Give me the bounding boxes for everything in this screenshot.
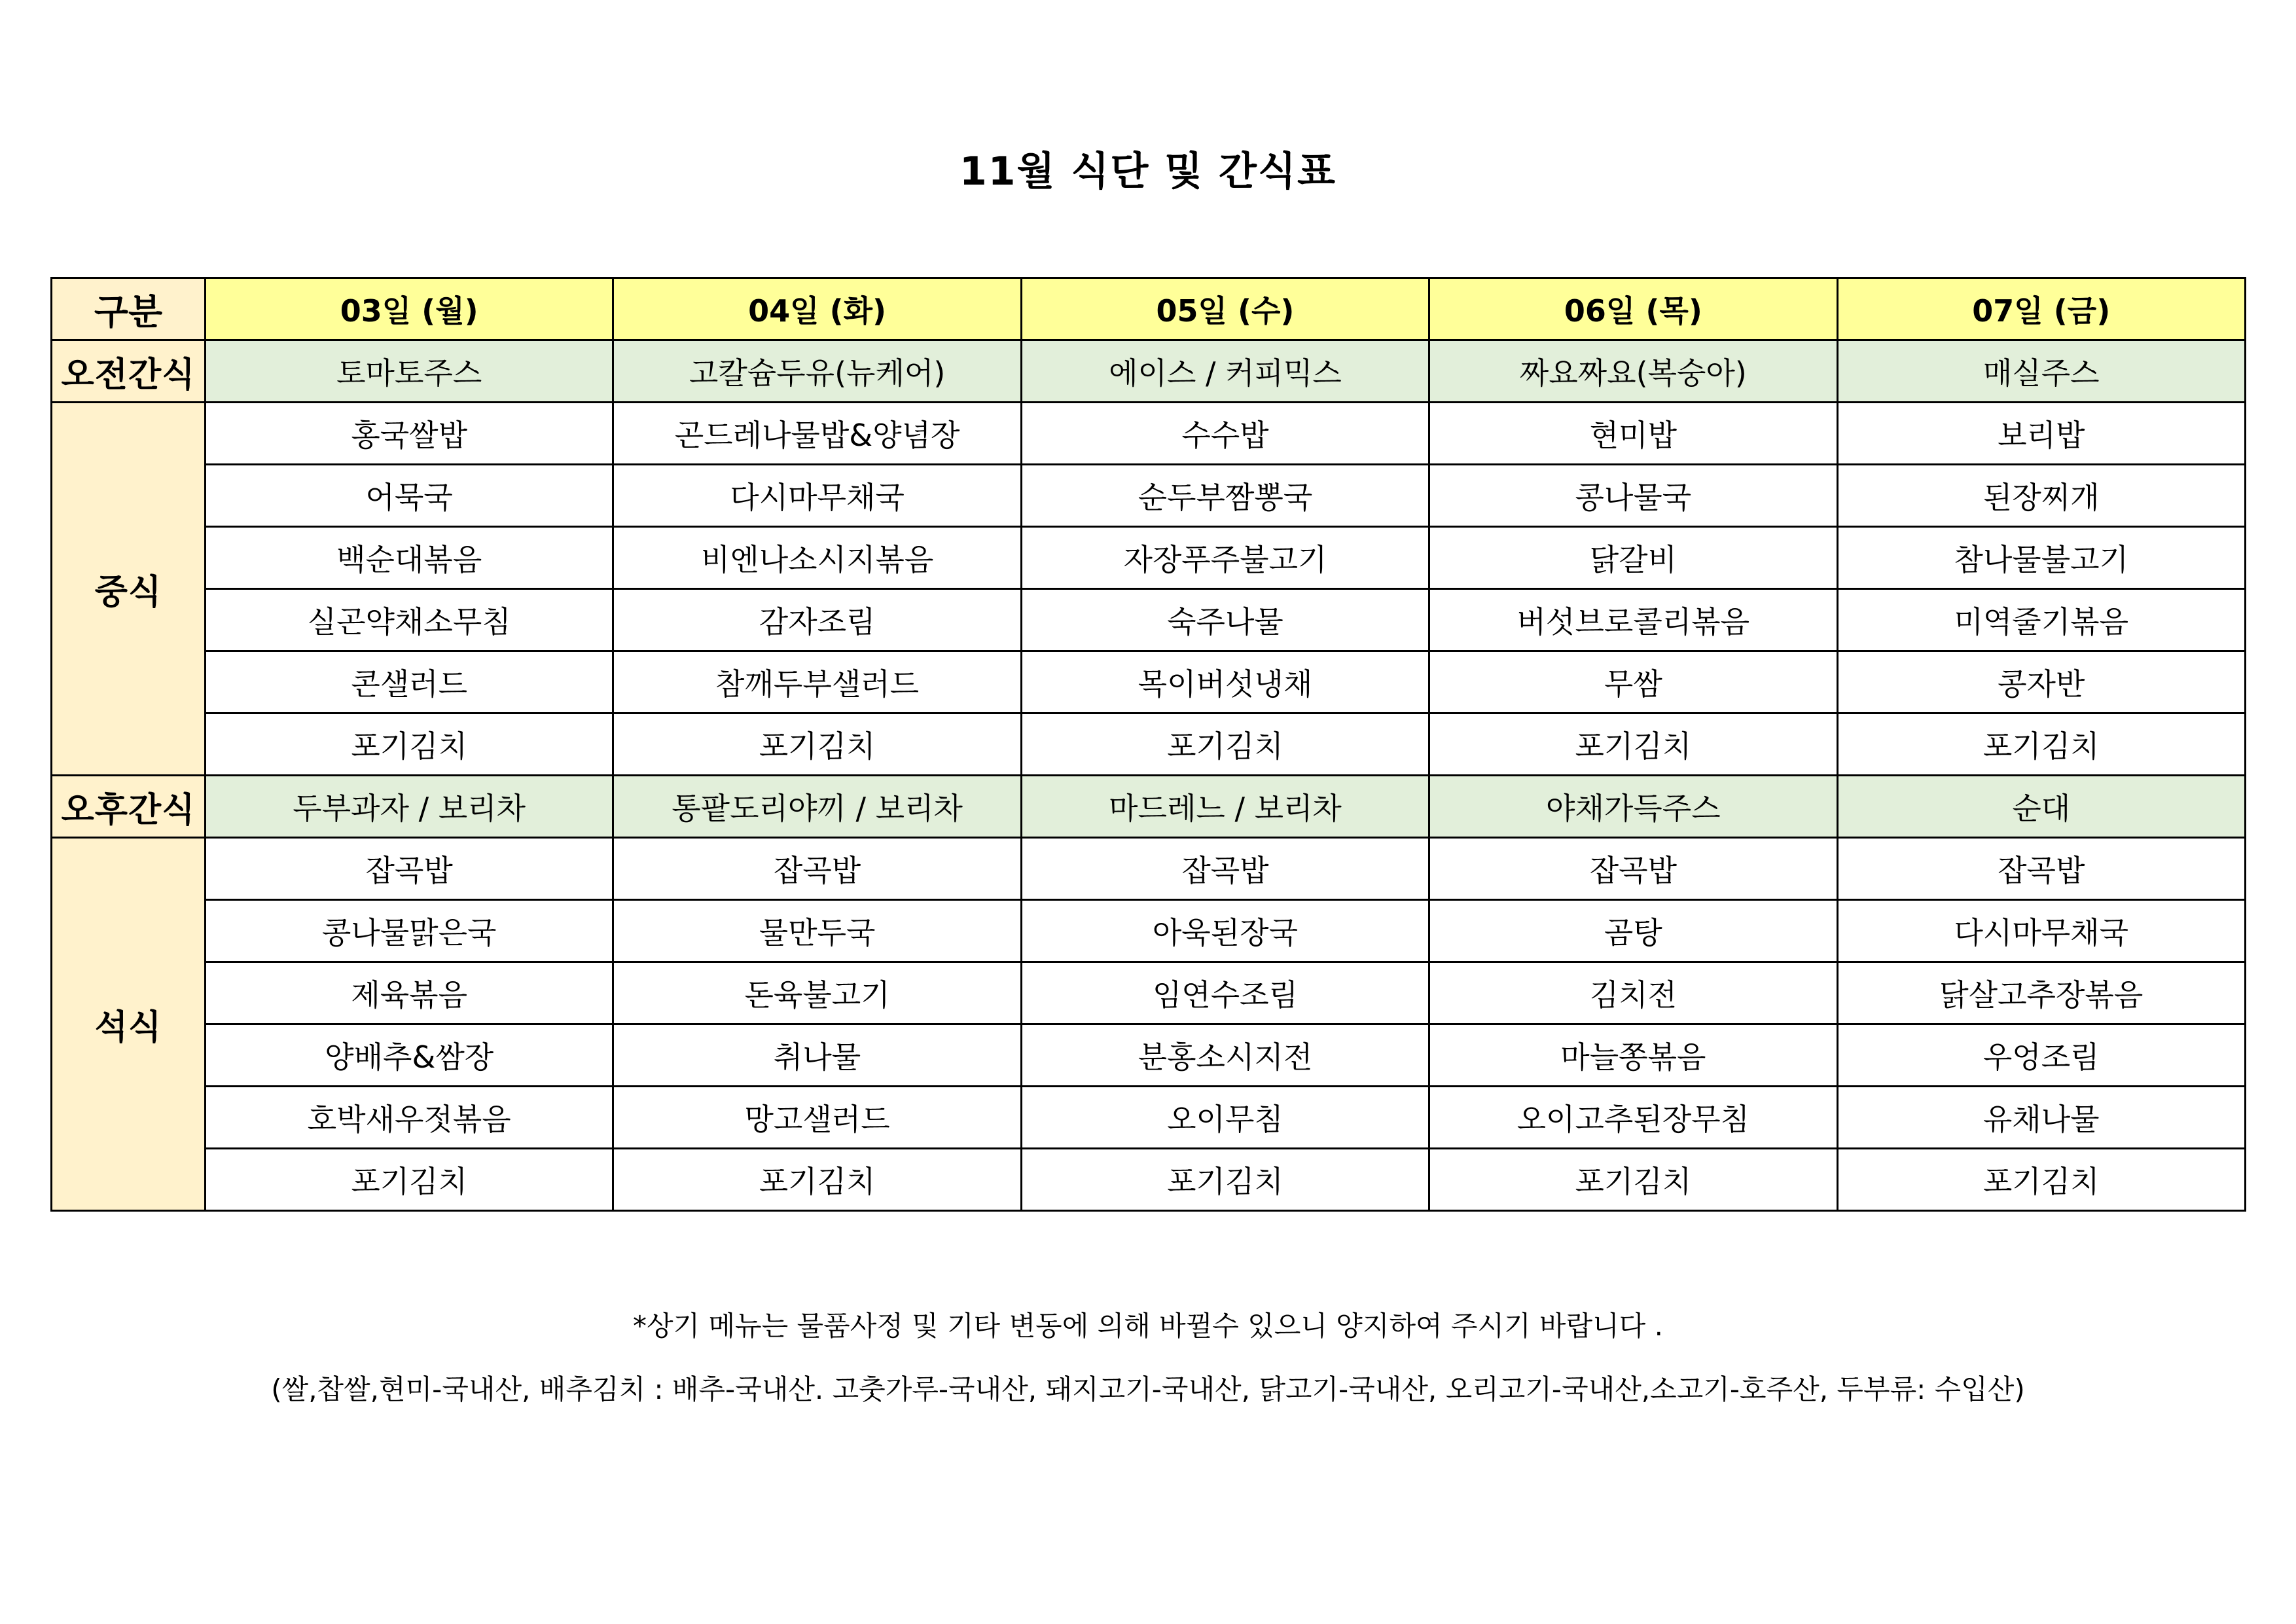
menu-cell: 포기김치	[1021, 1149, 1429, 1211]
day-header: 07일 (금)	[1837, 278, 2245, 340]
menu-cell: 보리밥	[1837, 403, 2245, 465]
menu-cell: 콩나물국	[1429, 465, 1837, 527]
menu-cell: 순두부짬뽕국	[1021, 465, 1429, 527]
meal-plan-table	[50, 277, 2246, 1212]
menu-cell: 우엉조림	[1837, 1024, 2245, 1087]
menu-cell: 김치전	[1429, 962, 1837, 1024]
menu-cell: 포기김치	[613, 713, 1021, 776]
day-header: 05일 (수)	[1021, 278, 1429, 340]
menu-cell: 다시마무채국	[1837, 900, 2245, 962]
notice-text: *상기 메뉴는 물품사정 및 기타 변동에 의해 바뀔수 있으니 양지하여 주시기 바랍니다 .	[632, 1310, 1663, 1342]
menu-cell: 매실주스	[1837, 340, 2245, 403]
menu-cell: 호박새우젓볶음	[206, 1087, 613, 1149]
day-header: 03일 (월)	[206, 278, 613, 340]
day-header: 06일 (목)	[1429, 278, 1837, 340]
menu-cell: 포기김치	[1837, 713, 2245, 776]
menu-cell: 잡곡밥	[1021, 838, 1429, 900]
menu-cell: 곰탕	[1429, 900, 1837, 962]
menu-cell: 포기김치	[206, 1149, 613, 1211]
corner-label: 구분	[52, 278, 206, 340]
menu-cell: 참깨두부샐러드	[613, 651, 1021, 713]
menu-cell: 토마토주스	[206, 340, 613, 403]
menu-cell: 된장찌개	[1837, 465, 2245, 527]
menu-cell: 두부과자 / 보리차	[206, 776, 613, 838]
menu-cell: 물만두국	[613, 900, 1021, 962]
day-header: 04일 (화)	[613, 278, 1021, 340]
menu-cell: 마드레느 / 보리차	[1021, 776, 1429, 838]
menu-cell: 짜요짜요(복숭아)	[1429, 340, 1837, 403]
menu-cell: 포기김치	[1837, 1149, 2245, 1211]
menu-cell: 포기김치	[1429, 713, 1837, 776]
dinner-row	[52, 1149, 2246, 1211]
lunch-row	[52, 713, 2246, 776]
menu-cell: 비엔나소시지볶음	[613, 527, 1021, 589]
menu-cell: 양배추&쌈장	[206, 1024, 613, 1087]
menu-cell: 콩나물맑은국	[206, 900, 613, 962]
menu-cell: 목이버섯냉채	[1021, 651, 1429, 713]
menu-cell: 임연수조림	[1021, 962, 1429, 1024]
menu-cell: 다시마무채국	[613, 465, 1021, 527]
menu-cell: 어묵국	[206, 465, 613, 527]
menu-cell: 고칼슘두유(뉴케어)	[613, 340, 1021, 403]
menu-cell: 야채가득주스	[1429, 776, 1837, 838]
menu-cell: 망고샐러드	[613, 1087, 1021, 1149]
menu-cell: 에이스 / 커피믹스	[1021, 340, 1429, 403]
menu-cell: 돈육불고기	[613, 962, 1021, 1024]
menu-cell: 현미밥	[1429, 403, 1837, 465]
menu-cell: 버섯브로콜리볶음	[1429, 589, 1837, 651]
dinner-row	[52, 962, 2246, 1024]
menu-cell: 분홍소시지전	[1021, 1024, 1429, 1087]
menu-cell: 잡곡밥	[613, 838, 1021, 900]
dinner-row	[52, 1024, 2246, 1087]
menu-cell: 포기김치	[1429, 1149, 1837, 1211]
afternoon-snack-label: 오후간식	[52, 776, 206, 838]
menu-cell: 포기김치	[1021, 713, 1429, 776]
menu-cell: 곤드레나물밥&양념장	[613, 403, 1021, 465]
menu-cell: 닭살고추장볶음	[1837, 962, 2245, 1024]
lunch-row	[52, 651, 2246, 713]
menu-cell: 자장푸주불고기	[1021, 527, 1429, 589]
menu-cell: 수수밥	[1021, 403, 1429, 465]
menu-cell: 아욱된장국	[1021, 900, 1429, 962]
origin-info-text: (쌀,찹쌀,현미-국내산, 배추김치 : 배추-국내산. 고춧가루-국내산, 돼지고기-국내산, 닭고기-국내산, 오리고기-국내산,소고기-호주산, 두부류: 수입산)	[271, 1373, 2025, 1405]
menu-cell: 잡곡밥	[206, 838, 613, 900]
dinner-row	[52, 900, 2246, 962]
menu-cell: 감자조림	[613, 589, 1021, 651]
menu-cell: 오이무침	[1021, 1087, 1429, 1149]
menu-cell: 홍국쌀밥	[206, 403, 613, 465]
menu-cell: 잡곡밥	[1837, 838, 2245, 900]
menu-cell: 포기김치	[206, 713, 613, 776]
menu-cell: 백순대볶음	[206, 527, 613, 589]
menu-cell: 통팥도리야끼 / 보리차	[613, 776, 1021, 838]
dinner-row	[52, 1087, 2246, 1149]
menu-cell: 실곤약채소무침	[206, 589, 613, 651]
menu-cell: 숙주나물	[1021, 589, 1429, 651]
morning-snack-label: 오전간식	[52, 340, 206, 403]
menu-cell: 콘샐러드	[206, 651, 613, 713]
lunch-row	[52, 527, 2246, 589]
menu-cell: 콩자반	[1837, 651, 2245, 713]
menu-cell: 참나물불고기	[1837, 527, 2245, 589]
menu-cell: 유채나물	[1837, 1087, 2245, 1149]
menu-cell: 무쌈	[1429, 651, 1837, 713]
lunch-row	[52, 465, 2246, 527]
menu-cell: 오이고추된장무침	[1429, 1087, 1837, 1149]
page-title: 11월 식단 및 간식표	[960, 149, 1336, 194]
menu-cell: 포기김치	[613, 1149, 1021, 1211]
lunch-row	[52, 589, 2246, 651]
menu-cell: 마늘쫑볶음	[1429, 1024, 1837, 1087]
menu-cell: 닭갈비	[1429, 527, 1837, 589]
menu-cell: 취나물	[613, 1024, 1021, 1087]
dinner-label: 석식	[52, 838, 206, 1211]
menu-cell: 미역줄기볶음	[1837, 589, 2245, 651]
menu-cell: 순대	[1837, 776, 2245, 838]
header-row	[52, 278, 2246, 340]
lunch-label: 중식	[52, 403, 206, 776]
lunch-row	[52, 403, 2246, 465]
dinner-row	[52, 838, 2246, 900]
morning-snack-row	[52, 340, 2246, 403]
menu-cell: 잡곡밥	[1429, 838, 1837, 900]
afternoon-snack-row	[52, 776, 2246, 838]
menu-cell: 제육볶음	[206, 962, 613, 1024]
